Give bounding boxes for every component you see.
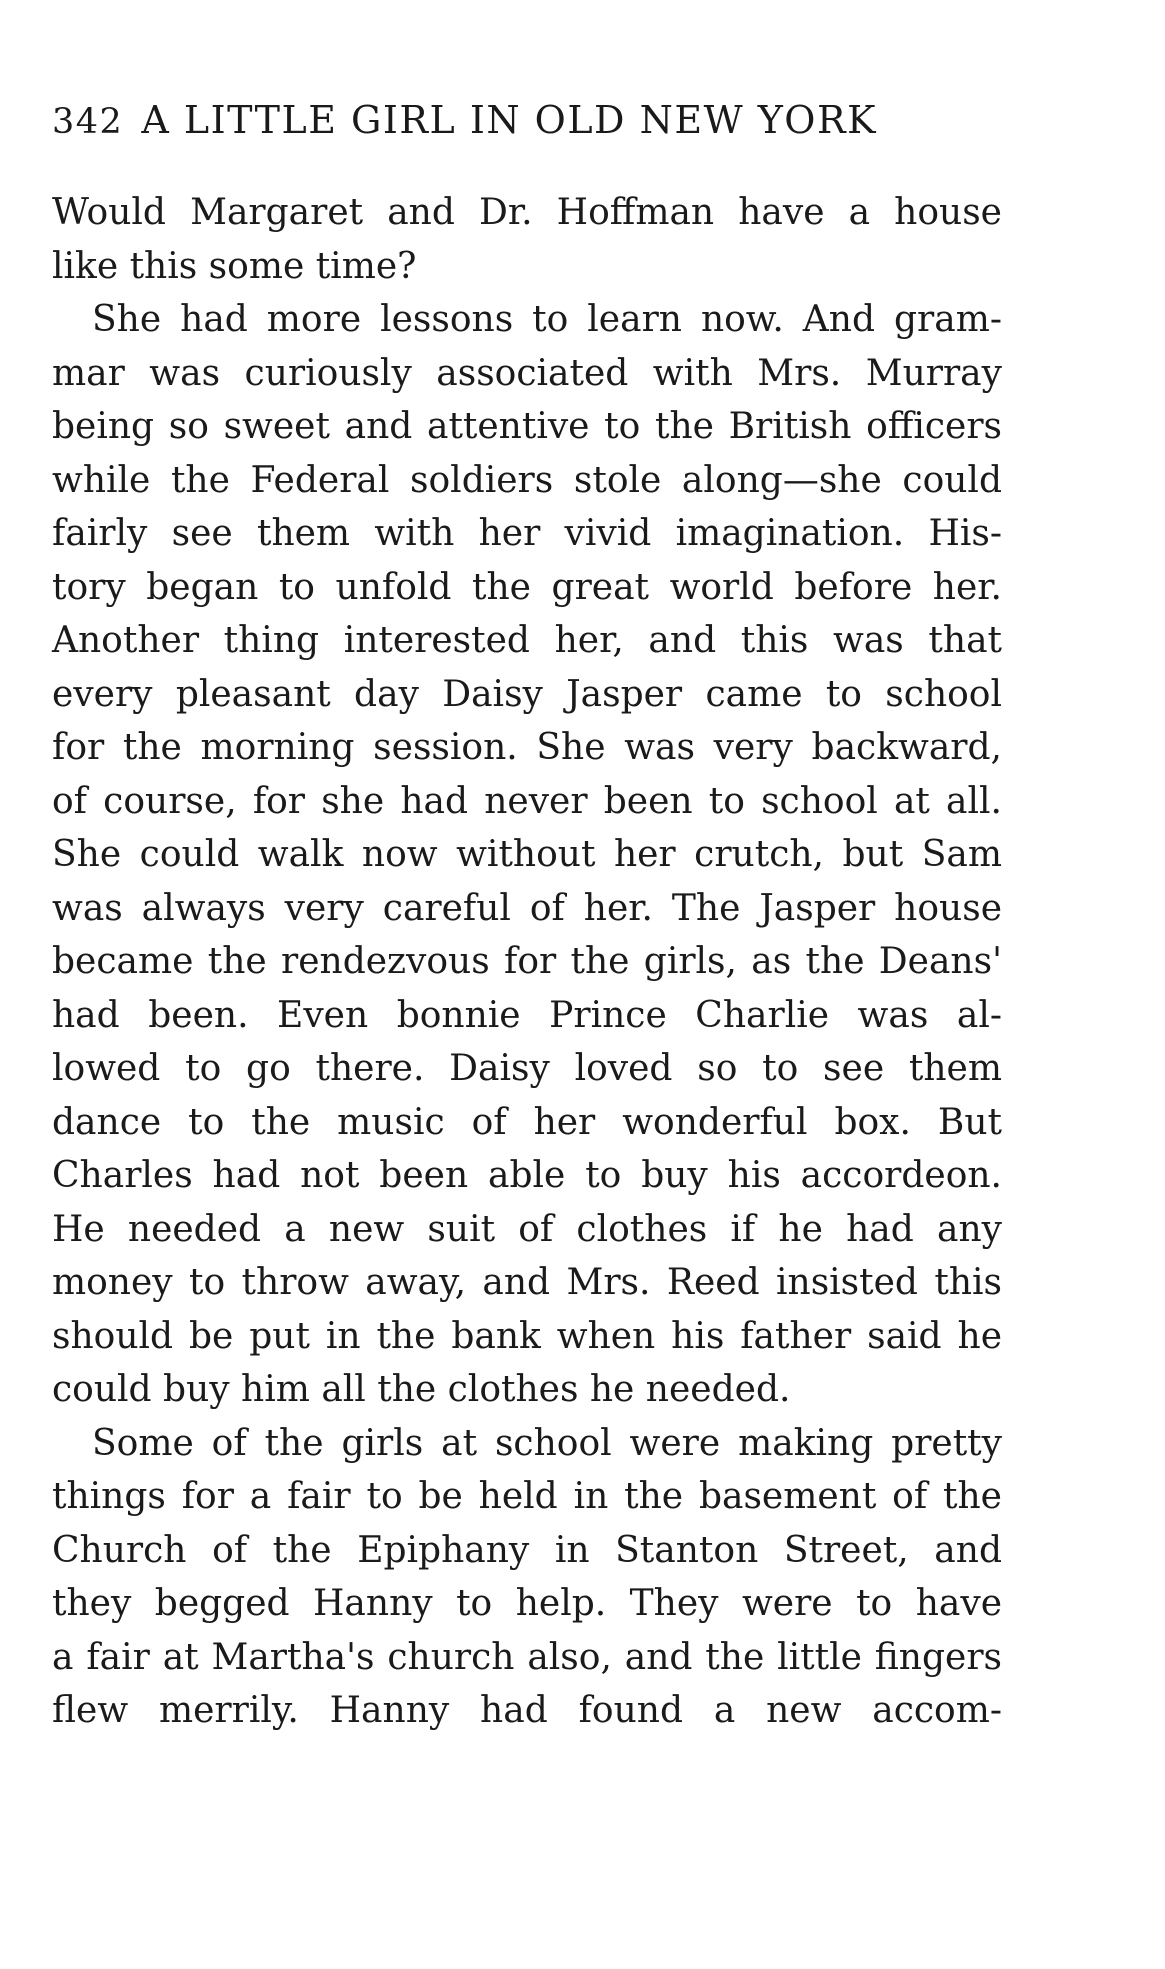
text-line: was always very careful of her. The Jasper house	[52, 887, 1002, 929]
running-title: A LITTLE GIRL IN OLD NEW YORK	[141, 98, 877, 142]
page-header	[52, 96, 1012, 146]
text-line: every pleasant day Daisy Jasper came to school	[52, 673, 1002, 715]
body-text	[52, 186, 1002, 1738]
text-line: could buy him all the clothes he needed.	[52, 1369, 791, 1410]
text-line: Another thing interested her, and this was that	[52, 620, 1002, 661]
text-line: lowed to go there. Daisy loved so to see them	[52, 1048, 1002, 1089]
text-line: She had more lessons to learn now. And gram-	[92, 299, 1002, 340]
text-line: being so sweet and attentive to the British officers	[52, 406, 1002, 447]
text-line: should be put in the bank when his father said he	[52, 1315, 1002, 1357]
text-line: Charles had not been able to buy his accordeon.	[52, 1155, 1002, 1196]
text-line: He needed a new suit of clothes if he had any	[52, 1208, 1002, 1250]
text-line: flew merrily. Hanny had found a new accom-	[52, 1690, 1002, 1731]
text-line: while the Federal soldiers stole along—she could	[52, 459, 1002, 501]
text-line: money to throw away, and Mrs. Reed insisted this	[52, 1262, 1002, 1303]
text-line: dance to the music of her wonderful box. But	[52, 1101, 1002, 1143]
text-line: Church of the Epiphany in Stanton Street, and	[52, 1529, 1002, 1571]
text-line: She could walk now without her crutch, but Sam	[52, 834, 1002, 875]
text-line: tory began to unfold the great world before her.	[52, 566, 1002, 608]
text-line: things for a fair to be held in the basement of the	[52, 1476, 1002, 1517]
text-line: for the morning session. She was very backward,	[52, 727, 1002, 768]
text-line: Would Margaret and Dr. Hoffman have a house	[52, 192, 1002, 233]
text-line: a fair at Martha's church also, and the little fingers	[52, 1636, 1002, 1678]
text-line: fairly see them with her vivid imagination. His-	[52, 513, 1002, 554]
page-number: 342	[52, 102, 124, 142]
text-line: became the rendezvous for the girls, as the Deans'	[52, 941, 1002, 982]
text-line: they begged Hanny to help. They were to have	[52, 1583, 1002, 1624]
text-line: mar was curiously associated with Mrs. Murray	[52, 352, 1002, 394]
text-line: had been. Even bonnie Prince Charlie was al-	[52, 994, 1002, 1036]
text-line: like this some time?	[52, 245, 417, 287]
text-line: Some of the girls at school were making pretty	[92, 1422, 1002, 1464]
text-line: of course, for she had never been to school at all.	[52, 780, 1002, 822]
